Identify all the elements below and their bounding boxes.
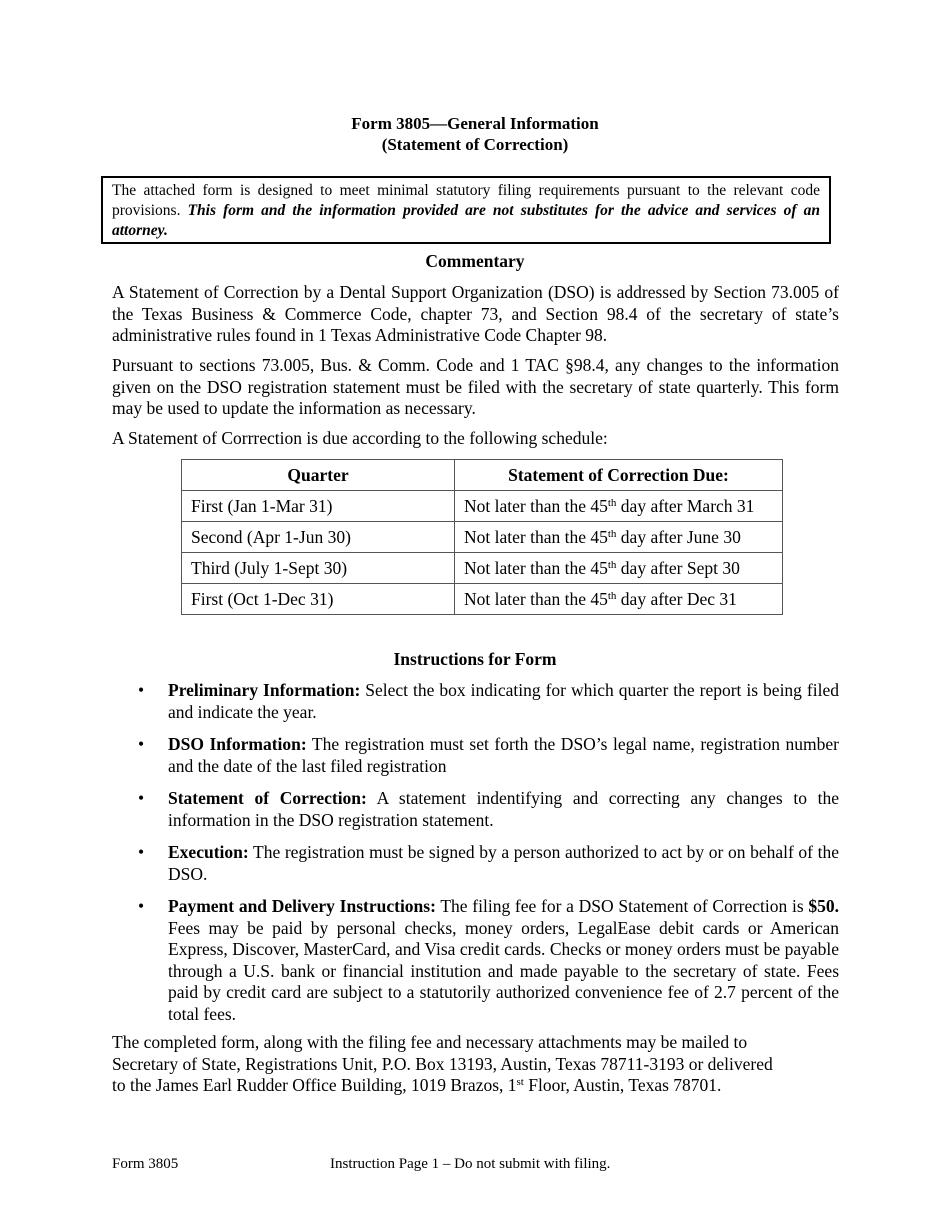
disclaimer-box — [101, 176, 831, 244]
commentary-heading: Commentary — [425, 251, 525, 271]
list-item-preliminary-information — [112, 680, 839, 723]
item-text: A statement indentifying and correcting any changes to the information in the DSO registration statement. — [168, 788, 840, 830]
item-label: Statement of Correction: — [168, 788, 367, 808]
item-label: Payment and Delivery Instructions: — [168, 896, 436, 916]
column-header-due: Statement of Correction Due: — [455, 460, 783, 491]
due-cell: Not later than the 45th day after June 30 — [455, 522, 783, 553]
disclaimer-emphasis: This form and the information provided are not substitutes for the advice and services of an attorney. — [112, 202, 820, 239]
disclaimer-text: The attached form is designed to meet minimal statutory filing requirements pursuant to the relevant code provisions. — [112, 182, 820, 219]
page-subtitle: (Statement of Correction) — [381, 135, 569, 154]
closing-line-1: The completed form, along with the filing fee and necessary attachments may be mailed to — [112, 1032, 748, 1052]
item-label: DSO Information: — [168, 734, 307, 754]
list-item-dso-information — [112, 734, 839, 777]
page-title: Form 3805—General Information — [351, 114, 599, 133]
list-item-payment-delivery — [112, 896, 839, 1025]
table-header-row — [182, 460, 783, 491]
filing-fee: $50. — [808, 896, 840, 916]
due-cell: Not later than the 45th day after Sept 30 — [455, 553, 783, 584]
table-row — [182, 491, 783, 522]
due-cell: Not later than the 45th day after March 31 — [455, 491, 783, 522]
due-cell: Not later than the 45th day after Dec 31 — [455, 584, 783, 615]
commentary-paragraph-1: A Statement of Correction by a Dental Support Organization (DSO) is addressed by Section 73.005 of the Texas Business & Commerce Code, chapter 73, and Section 98.4 of the secretary of state’s administrative rules found in 1 Texas Administrative Code Chapter 98. — [112, 282, 839, 345]
bullet-icon: • — [138, 680, 145, 700]
item-text: The filing fee for a DSO Statement of Correction is — [435, 896, 809, 916]
item-label: Preliminary Information: — [168, 680, 361, 700]
table-row — [182, 522, 783, 553]
item-text: The registration must set forth the DSO’s legal name, registration number and the date of the last filed registration — [168, 734, 839, 776]
item-text-continued: Fees may be paid by personal checks, money orders, LegalEase debit cards or American Express, Discover, MasterCard, and Visa credit cards. Checks or money orders must be payable through a U.S. bank or financial institution and made payable to the secretary of state. Fees paid by credit card are subject to a statutorily authorized convenience fee of 2.7 percent of the total fees. — [168, 917, 839, 1024]
table-row — [182, 584, 783, 615]
quarter-cell: Third (July 1-Sept 30) — [182, 553, 455, 584]
closing-line-3: to the James Earl Rudder Office Building, 1019 Brazos, 1st Floor, Austin, Texas 78701. — [112, 1075, 722, 1095]
list-item-statement-of-correction — [112, 788, 839, 831]
quarter-cell: First (Jan 1-Mar 31) — [182, 491, 455, 522]
bullet-icon: • — [138, 788, 145, 808]
list-item-execution — [112, 842, 839, 885]
footer-form-label: Form 3805 — [112, 1156, 179, 1172]
instructions-list — [112, 680, 839, 1036]
commentary-paragraph-2: Pursuant to sections 73.005, Bus. & Comm. Code and 1 TAC §98.4, any changes to the information given on the DSO registration statement must be filed with the secretary of state quarterly. This form may be used to update the information as necessary. — [112, 355, 839, 418]
column-header-quarter: Quarter — [182, 460, 455, 491]
bullet-icon: • — [138, 734, 145, 754]
instructions-heading: Instructions for Form — [393, 649, 557, 669]
bullet-icon: • — [138, 896, 145, 916]
table-row — [182, 553, 783, 584]
closing-line-2: Secretary of State, Registrations Unit, P.O. Box 13193, Austin, Texas 78711-3193 or delivered — [112, 1053, 773, 1074]
quarter-cell: Second (Apr 1-Jun 30) — [182, 522, 455, 553]
closing-paragraph — [112, 1032, 852, 1097]
schedule-intro: A Statement of Corrrection is due according to the following schedule: — [112, 428, 608, 448]
footer-page-note: Instruction Page 1 – Do not submit with filing. — [330, 1156, 611, 1172]
quarter-cell: First (Oct 1-Dec 31) — [182, 584, 455, 615]
item-text: Select the box indicating for which quarter the report is being filed and indicate the year. — [168, 680, 839, 722]
item-text: The registration must be signed by a person authorized to act by or on behalf of the DSO. — [168, 842, 839, 884]
bullet-icon: • — [138, 842, 145, 862]
schedule-table — [181, 459, 783, 615]
item-label: Execution: — [168, 842, 249, 862]
